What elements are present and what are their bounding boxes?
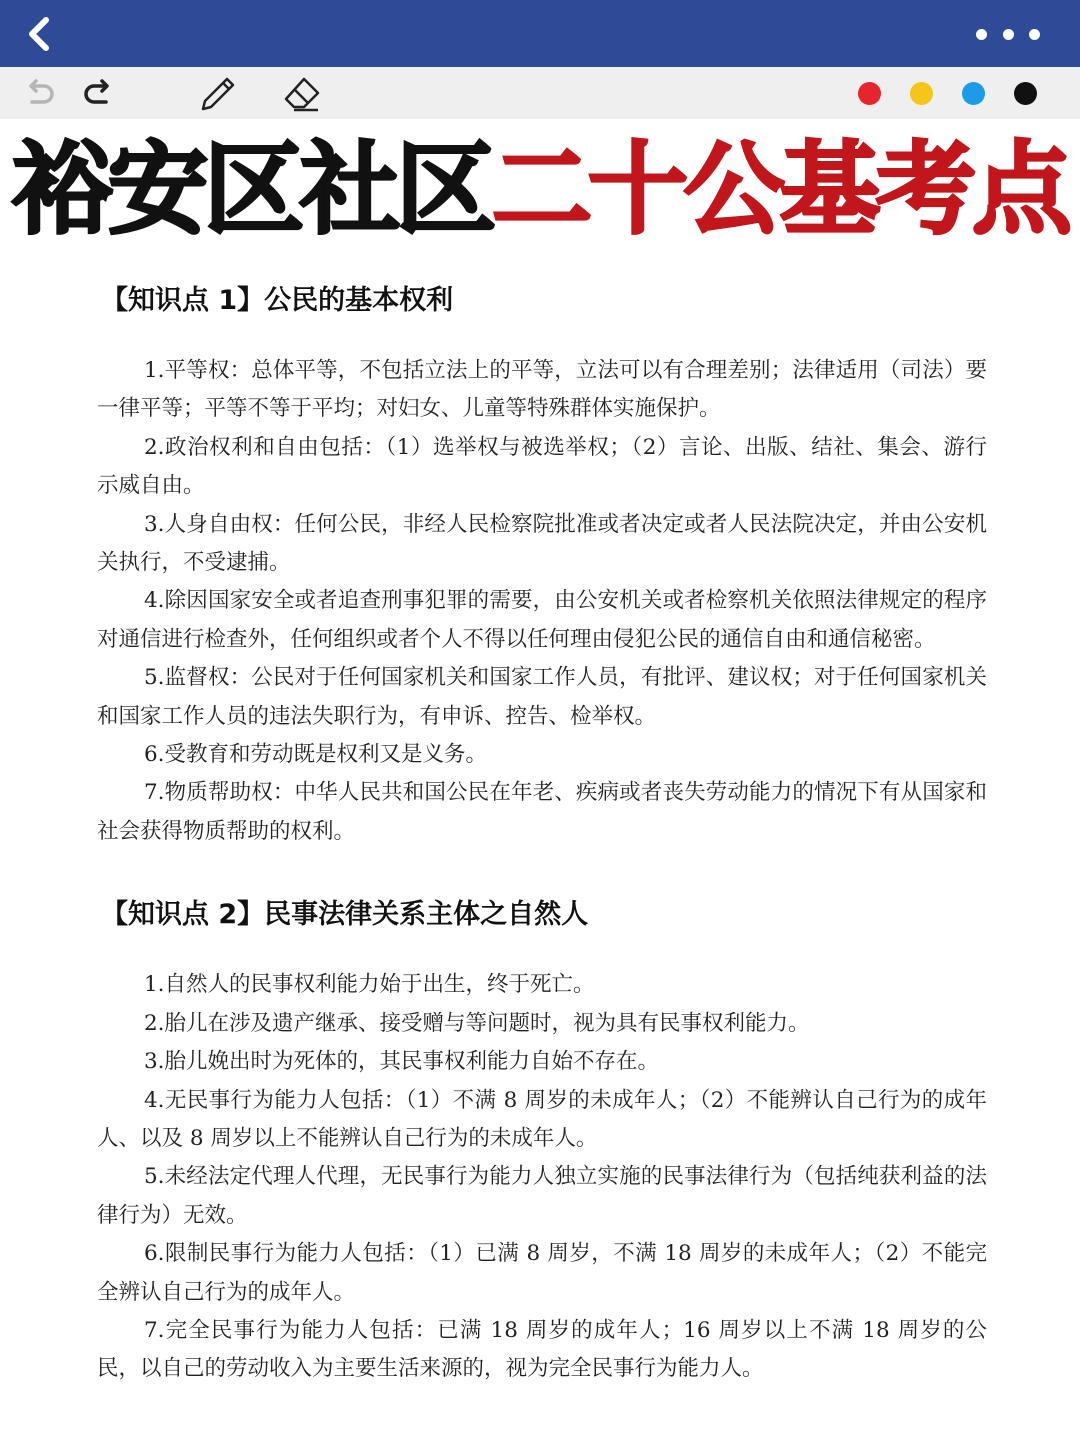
redo-icon xyxy=(78,74,118,114)
list-item: 2.胎儿在涉及遗产继承、接受赠与等问题时，视为具有民事权利能力。 xyxy=(144,1010,810,1036)
list-item: 3.人身自由权：任何公民，非经人民检察院批准或者决定或者人民法院决定，并由公安机关执行，不受逮捕。 xyxy=(97,511,987,576)
list-item: 6.受教育和劳动既是权利又是义务。 xyxy=(144,742,488,768)
list-item: 7.完全民事行为能力人包括：已满 18 周岁的成年人；16 周岁以上不满 18 周岁的公民，以自己的劳动收入为主要生活来源的，视为完全民事行为能力人。 xyxy=(97,1317,987,1382)
section-title: 【知识点 1】公民的基本权利 xyxy=(101,285,454,316)
color-yellow-swatch[interactable] xyxy=(910,82,933,105)
section-spacer xyxy=(97,851,987,889)
section-items xyxy=(97,966,987,1388)
section-title: 【知识点 2】民事法律关系主体之自然人 xyxy=(101,899,589,931)
list-item: 5.监督权：公民对于任何国家机关和国家工作人员，有批评、建议权；对于任何国家机关和国家工作人员的违法失职行为，有申诉、控告、检举权。 xyxy=(97,665,987,729)
list-item: 3.胎儿娩出时为死体的，其民事权利能力自始不存在。 xyxy=(144,1049,660,1075)
list-item: 5.未经法定代理人代理，无民事行为能力人独立实施的民事法律行为（包括纯获利益的法律行为）无效。 xyxy=(97,1164,987,1228)
list-item: 2.政治权利和自由包括：（1）选举权与被选举权；（2）言论、出版、结社、集会、游行示威自由。 xyxy=(97,434,987,499)
list-item: 4.除因国家安全或者追查刑事犯罪的需要，由公安机关或者检察机关依照法律规定的程序对通信进行检查外，任何组织或者个人不得以任何理由侵犯公民的通信自由和通信秘密。 xyxy=(97,588,987,652)
headline-part-black: 裕安区社区 xyxy=(12,131,492,248)
list-item: 7.物质帮助权：中华人民共和国公民在年老、疾病或者丧失劳动能力的情况下有从国家和社会获得物质帮助的权利。 xyxy=(97,780,987,844)
list-item: 1.自然人的民事权利能力始于出生，终于死亡。 xyxy=(144,972,595,998)
list-item: 1.平等权：总体平等，不包括立法上的平等，立法可以有合理差别；法律适用（司法）要一律平等；平等不等于平均；对妇女、儿童等特殊群体实施保护。 xyxy=(97,358,987,422)
more-options-button[interactable] xyxy=(976,22,1040,46)
list-item: 6.限制民事行为能力人包括：（1）已满 8 周岁，不满 18 周岁的未成年人；（2）不能完全辨认自己行为的成年人。 xyxy=(97,1241,987,1305)
annotation-toolbar xyxy=(0,67,1080,119)
more-dot-icon xyxy=(976,29,987,40)
back-button[interactable] xyxy=(18,12,62,56)
color-black-swatch[interactable] xyxy=(1014,82,1037,105)
redo-button[interactable] xyxy=(78,74,118,114)
top-nav-bar xyxy=(0,0,1080,67)
pen-icon xyxy=(198,74,238,114)
color-blue-swatch[interactable] xyxy=(962,82,985,105)
eraser-tool-button[interactable] xyxy=(282,74,322,114)
more-dot-icon xyxy=(1003,29,1014,40)
chevron-left-icon xyxy=(18,12,62,56)
page-headline xyxy=(0,130,1080,250)
section-items xyxy=(97,352,987,851)
headline-part-red: 二十公基考点 xyxy=(492,131,1068,248)
eraser-icon xyxy=(282,74,322,114)
color-red-swatch[interactable] xyxy=(858,82,881,105)
pen-tool-button[interactable] xyxy=(198,74,238,114)
undo-icon xyxy=(20,74,60,114)
document-content xyxy=(97,275,987,1389)
list-item: 4.无民事行为能力人包括：（1）不满 8 周岁的未成年人；（2）不能辨认自己行为的成年人、以及 8 周岁以上不能辨认自己行为的未成年人。 xyxy=(97,1087,987,1151)
more-dot-icon xyxy=(1029,29,1040,40)
undo-button[interactable] xyxy=(20,74,60,114)
